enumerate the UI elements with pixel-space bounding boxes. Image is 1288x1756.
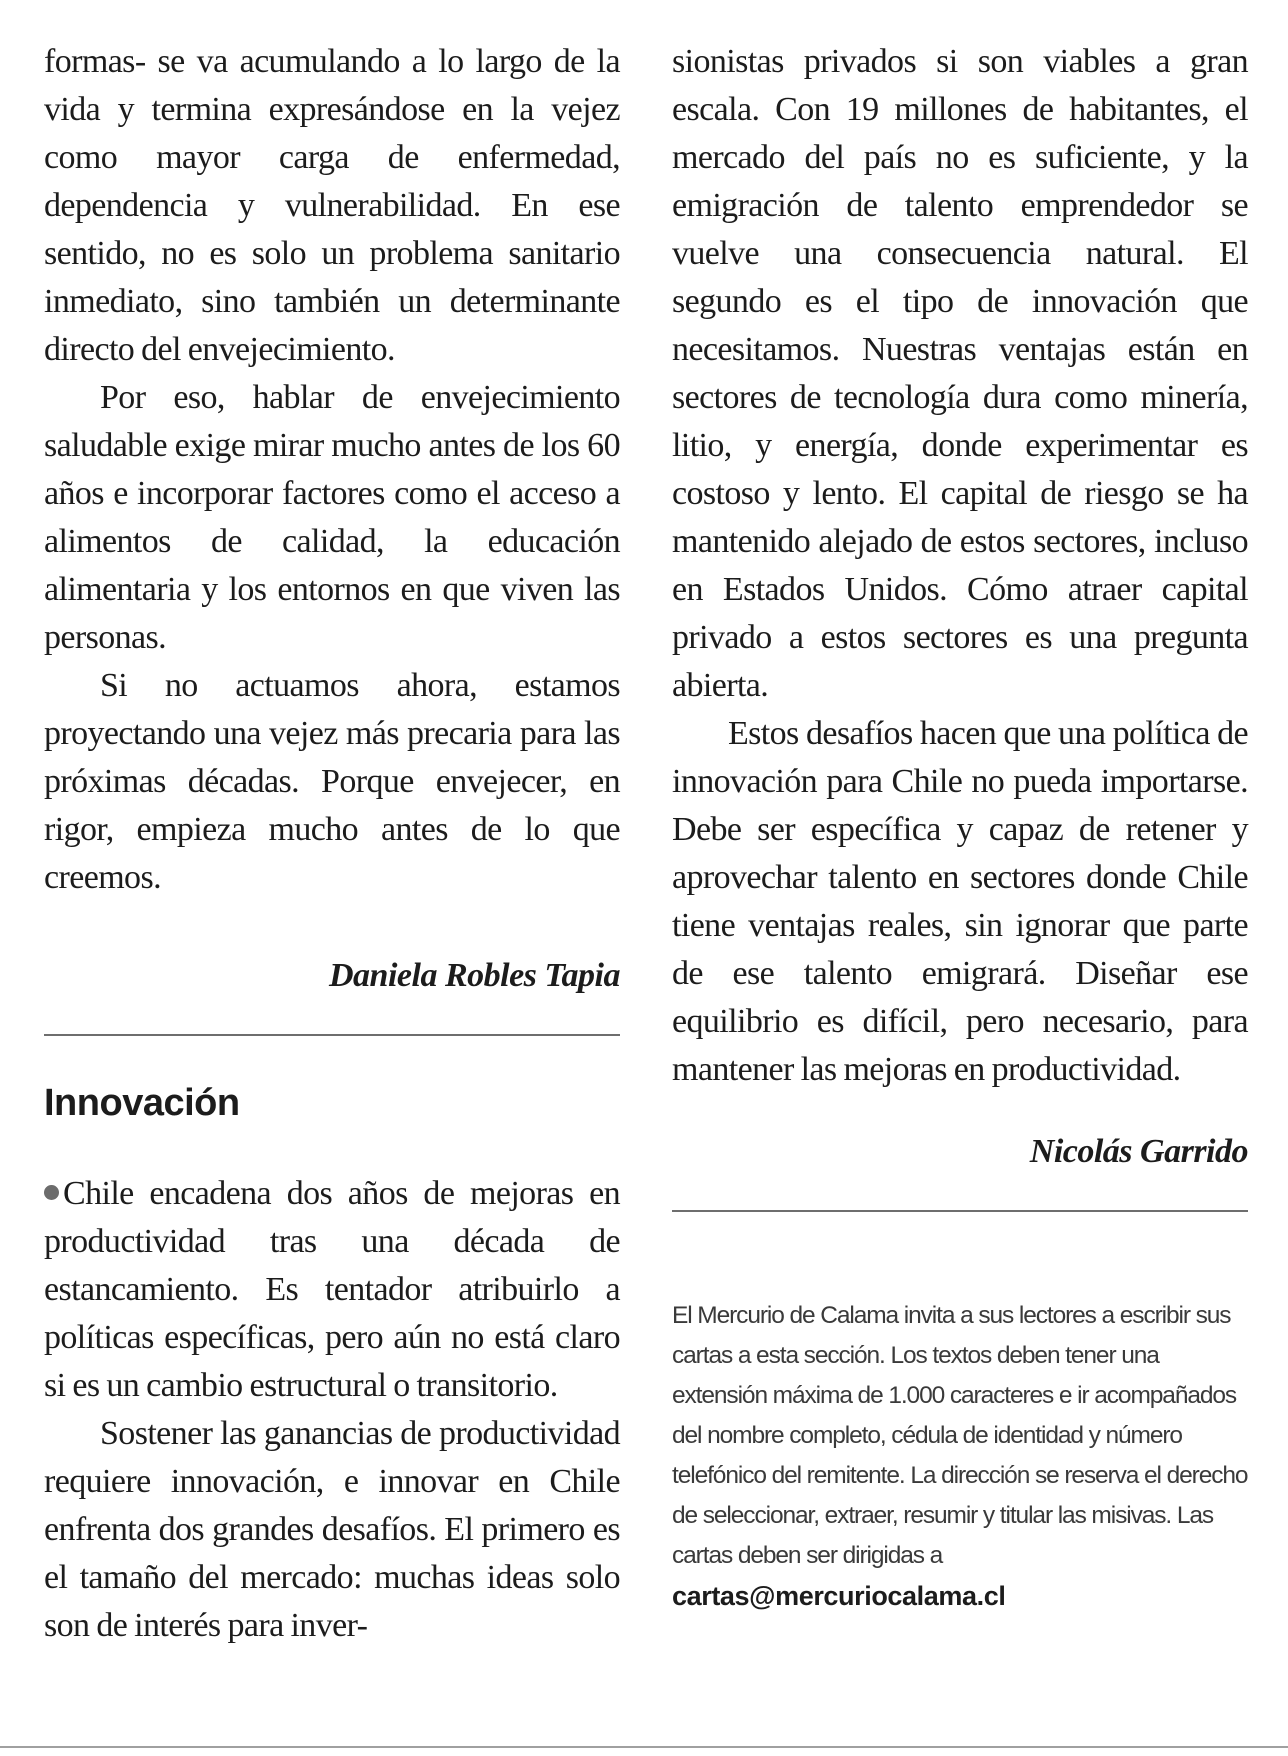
section-title-innovacion: Innovación (44, 1082, 240, 1124)
notice-divider (672, 1210, 1248, 1212)
left-column (44, 38, 620, 1650)
article2-continued-paragraph-2: Estos desafíos hacen que una política de innovación para Chile no pueda importarse. Debe ser específica y capaz de retener y aprovechar talento en sectores donde Chile tiene ventajas reales, sin ignorar que parte de ese talento emigrará. Diseñar ese equilibrio es difícil, pero necesario, para mantener las mejoras en productividad. (672, 715, 1248, 1088)
section-divider (44, 1034, 620, 1036)
article2-paragraph-2: Sostener las ganancias de productividad requiere innovación, e innovar en Chile enfrenta dos grandes desafíos. El primero es el tamaño del mercado: muchas ideas solo son de interés para inver- (44, 1415, 620, 1644)
article1-paragraph-3: Si no actuamos ahora, estamos proyectando una vejez más precaria para las próximas décadas. Porque envejecer, en rigor, empieza mucho antes de lo que creemos. (44, 667, 620, 896)
letters-email-link[interactable]: cartas@mercuriocalama.cl (672, 1581, 1006, 1611)
article2-paragraph-1-text: Chile encadena dos años de mejoras en productividad tras una década de estancamiento. Es tentador atribuirlo a políticas específicas, pero aún no está claro si es un cambio estructural o transitorio. (44, 1175, 620, 1404)
article1-author: Daniela Robles Tapia (329, 957, 620, 994)
letters-notice (672, 1296, 1248, 1616)
article1-paragraph-1: formas- se va acumulando a lo largo de la vida y termina expresándose en la vejez como mayor carga de enfermedad, dependencia y vulnerabilidad. En ese sentido, no es solo un problema sanitario inmediato, sino también un determinante directo del envejecimiento. (44, 43, 620, 368)
right-column (672, 38, 1248, 1616)
article1-paragraph-2: Por eso, hablar de envejecimiento saludable exige mirar mucho antes de los 60 años e incorporar factores como el acceso a alimentos de calidad, la educación alimentaria y los entornos en que viven las personas. (44, 379, 620, 656)
article2-author: Nicolás Garrido (1029, 1133, 1248, 1170)
letters-notice-text: El Mercurio de Calama invita a sus lectores a escribir sus cartas a esta sección. Los textos deben tener una extensión máxima de 1.000 caracteres e ir acompañados del nombre completo, cédula de identidad y número telefónico del remitente. La dirección se reserva el derecho de seleccionar, extraer, resumir y titular las misivas. Las cartas deben ser dirigidas a (672, 1302, 1248, 1569)
article2-paragraph-1 (44, 1170, 620, 1410)
article2-continued-paragraph-1: sionistas privados si son viables a gran escala. Con 19 millones de habitantes, el mercado del país no es suficiente, y la emigración de talento emprendedor se vuelve una consecuencia natural. El segundo es el tipo de innovación que necesitamos. Nuestras ventajas están en sectores de tecnología dura como minería, litio, y energía, donde experimentar es costoso y lento. El capital de riesgo se ha mantenido alejado de estos sectores, incluso en Estados Unidos. Cómo atraer capital privado a estos sectores es una pregunta abierta. (672, 43, 1248, 704)
bullet-icon (44, 1185, 59, 1200)
page-bottom-rule (0, 1746, 1288, 1748)
